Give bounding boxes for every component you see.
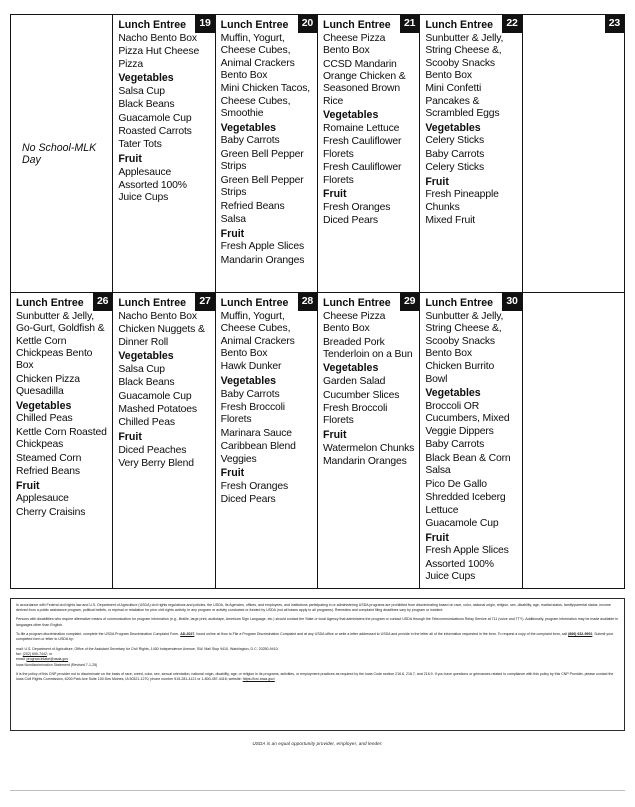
fax-tail: ; or <box>46 652 53 657</box>
iowa-statement-paragraph <box>16 672 619 683</box>
cell-inner <box>216 293 317 588</box>
no-school-note: No School-MLK Day <box>22 142 97 166</box>
menu-item: Black Beans <box>118 377 175 389</box>
menu-item: Marinara Sauce <box>220 427 292 439</box>
menu-calendar <box>10 14 625 589</box>
section-heading-fruit: Fruit <box>425 531 449 544</box>
section-heading-vegetables: Vegetables <box>220 121 277 134</box>
section-heading-fruit: Fruit <box>118 430 142 443</box>
menu-item: Fresh Broccoli Florets <box>220 402 285 426</box>
day-number-badge: 27 <box>195 293 214 311</box>
usda-nondiscrimination-statement <box>10 598 625 731</box>
cell-inner <box>523 15 624 292</box>
day-number-badge: 23 <box>605 15 624 33</box>
menu-item: Romaine Lettuce <box>322 123 400 134</box>
menu-item: Fresh Pineapple Chunks <box>425 189 499 213</box>
section-heading-fruit: Fruit <box>220 227 245 240</box>
menu-item: Guacamole Cup <box>118 112 192 124</box>
calendar-cell-day-26 <box>11 293 113 589</box>
menu-item: Baby Carrots <box>220 388 280 400</box>
menu-item: Diced Peaches <box>118 444 187 456</box>
menu-item: Chilled Peas <box>118 417 175 429</box>
menu-item: Chicken Nuggets & Dinner Roll <box>118 324 205 348</box>
fax-label: fax: <box>16 652 23 657</box>
section-heading-fruit: Fruit <box>322 428 347 441</box>
cell-inner <box>11 293 112 588</box>
cell-inner <box>420 15 521 292</box>
section-heading-vegetables: Vegetables <box>118 350 174 362</box>
menu-item: Nacho Bento Box <box>118 32 197 44</box>
email-label: email: <box>16 657 27 662</box>
menu-item: Shredded Iceberg Lettuce <box>425 492 506 516</box>
section-heading-vegetables: Vegetables <box>322 109 379 122</box>
menu-item: Chicken Pizza Quesadilla <box>16 373 80 398</box>
menu-item: Green Bell Pepper Strips <box>220 148 304 173</box>
section-heading-fruit: Fruit <box>322 188 347 201</box>
calendar-cell-day-19 <box>113 15 215 293</box>
section-heading-entree: Lunch Entree <box>425 19 494 31</box>
section-heading-entree: Lunch Entree <box>322 297 391 309</box>
section-heading-entree: Lunch Entree <box>322 19 391 31</box>
menu-item: Mixed Fruit <box>425 215 476 227</box>
menu-item: CCSD Mandarin Orange Chicken & Seasoned Brown Rice <box>322 58 406 107</box>
complaint-text-suffix: , found online at How to File a Program Discrimination Complaint and at any USDA office or write a letter addressed to USDA and provide in the letter all of the information requested in the form. To request a copy of the complaint form, call <box>194 632 569 637</box>
menu-item: Baby Carrots <box>425 148 485 160</box>
menu-item: Sunbutter & Jelly, String Cheese &, Scooby Snacks Bento Box <box>425 310 504 359</box>
cell-inner <box>420 293 521 588</box>
cell-inner <box>318 293 419 588</box>
calendar-week-row <box>11 293 625 589</box>
section-heading-vegetables: Vegetables <box>425 387 481 400</box>
calendar-cell-no-school <box>11 15 113 293</box>
menu-item: Hawk Dunker <box>220 361 282 373</box>
calendar-cell-day-29 <box>317 293 419 589</box>
menu-item: Celery Sticks <box>425 135 484 147</box>
menu-item: Muffin, Yogurt, Cheese Cubes, Animal Crackers Bento Box <box>220 310 295 359</box>
fax-number-link[interactable]: (202) 690-7442 <box>22 652 47 657</box>
legal-mail-line: mail: U.S. Department of Agriculture, Office of the Assistant Secretary for Civil Rights, 1400 Independence Avenue, SW, Mail Stop 9410, Washington, D.C. 20250-9410; <box>16 646 279 651</box>
menu-item: Muffin, Yogurt, Cheese Cubes, Animal Crackers Bento Box <box>220 32 295 81</box>
menu-item: Assorted 100% Juice Cups <box>425 558 494 583</box>
section-heading-fruit: Fruit <box>425 175 449 188</box>
menu-item: Fresh Cauliflower Florets <box>322 162 402 186</box>
calendar-cell-blank <box>522 293 624 589</box>
cell-inner <box>113 293 214 588</box>
menu-item: Cucumber Slices <box>322 389 400 401</box>
menu-item: Fresh Cauliflower Florets <box>322 136 402 160</box>
calendar-cell-day-22 <box>420 15 522 293</box>
menu-item: Assorted 100% Juice Cups <box>118 180 187 204</box>
menu-item: Very Berry Blend <box>118 458 194 469</box>
iowa-civil-rights-link[interactable]: https://icrc.iowa.gov/ <box>242 677 275 682</box>
day-number-badge: 21 <box>400 15 419 33</box>
menu-item: Baby Carrots <box>425 439 485 451</box>
menu-item: Mashed Potatoes <box>118 404 197 415</box>
footer-divider <box>10 790 625 791</box>
menu-item: Mini Chicken Tacos, Cheese Cubes, Smoothie <box>220 83 311 120</box>
menu-item: Watermelon Chunks <box>322 442 415 454</box>
section-heading-vegetables: Vegetables <box>16 399 72 412</box>
section-heading-entree: Lunch Entree <box>16 297 84 309</box>
menu-item: Refried Beans <box>220 200 285 212</box>
menu-item: Celery Sticks <box>425 162 484 174</box>
calendar-cell-day-20 <box>215 15 317 293</box>
cell-inner <box>523 293 624 588</box>
menu-item: Garden Salad <box>322 376 386 388</box>
calendar-cell-day-27 <box>113 293 215 589</box>
calendar-cell-day-23 <box>522 15 624 293</box>
email-address-link[interactable]: program.intake@usda.gov <box>26 657 69 662</box>
menu-item: Mandarin Oranges <box>322 456 407 467</box>
legal-paragraph-2: Persons with disabilities who require alternative means of communication for program information (e.g., Braille, large print, audiotape, American Sign Language, etc.) should contact the State or local Agency that administers the program or contact USDA through the Telecommunications Relay Service at 711 (voice and TTY). Additionally, program information may be made available in languages other than English. <box>16 617 619 627</box>
cell-inner <box>216 15 317 292</box>
menu-item: Diced Pears <box>322 215 378 227</box>
menu-item: Caribbean Blend Veggies <box>220 441 296 465</box>
menu-item: Salsa Cup <box>118 363 165 375</box>
menu-item: Green Bell Pepper Strips <box>220 174 304 199</box>
cell-inner <box>113 15 214 292</box>
menu-item: Applesauce <box>118 166 172 178</box>
menu-item: Nacho Bento Box <box>118 310 197 322</box>
section-heading-vegetables: Vegetables <box>220 374 277 387</box>
menu-item: Tater Tots <box>118 139 162 151</box>
menu-item: Guacamole Cup <box>118 390 192 402</box>
day-number-badge: 20 <box>298 15 317 33</box>
menu-item: Fresh Oranges <box>322 201 391 213</box>
day-number-badge: 29 <box>400 293 419 311</box>
menu-item: Black Beans <box>118 99 175 111</box>
section-heading-entree: Lunch Entree <box>118 297 187 309</box>
menu-item: Kettle Corn Roasted Chickpeas <box>16 426 107 451</box>
menu-item: Diced Pears <box>220 494 276 506</box>
day-number-badge: 28 <box>298 293 317 311</box>
menu-item: Pico De Gallo <box>425 478 487 490</box>
section-heading-entree: Lunch Entree <box>118 19 187 31</box>
menu-item: Chilled Peas <box>16 413 73 425</box>
equal-opportunity-footer: USDA is an equal opportunity provider, employer, and lender. <box>252 740 383 746</box>
calendar-cell-day-21 <box>317 15 419 293</box>
menu-item: Roasted Carrots <box>118 126 192 137</box>
calendar-cell-day-30 <box>420 293 522 589</box>
menu-item: Broccoli OR Cucumbers, Mixed Veggie Dippers <box>425 401 510 437</box>
day-number-badge: 26 <box>93 293 112 311</box>
menu-item: Baby Carrots <box>220 135 280 147</box>
section-heading-fruit: Fruit <box>118 152 142 165</box>
menu-item: Guacamole Cup <box>425 518 499 530</box>
menu-item: Fresh Apple Slices <box>425 545 509 557</box>
menu-item: Refried Beans <box>16 466 80 478</box>
day-number-badge: 22 <box>502 15 521 33</box>
cell-inner <box>318 15 419 292</box>
section-heading-entree: Lunch Entree <box>220 19 289 31</box>
menu-item: Mandarin Oranges <box>220 254 305 266</box>
calendar-week-row <box>11 15 625 293</box>
section-heading-entree: Lunch Entree <box>425 297 494 309</box>
menu-item: Cherry Craisins <box>16 506 86 518</box>
menu-item: Fresh Apple Slices <box>220 241 305 253</box>
section-heading-fruit: Fruit <box>220 467 245 480</box>
menu-item: Steamed Corn <box>16 452 82 464</box>
section-heading-vegetables: Vegetables <box>425 121 481 134</box>
menu-item: Breaded Pork Tenderloin on a Bun <box>322 336 413 360</box>
iowa-text: It is the policy of this CNP provider not to discriminate on the basis of race, creed, color, sex, sexual orientation, national origin, disability, age, or religion in its programs, activities, or employment practices as required by the Iowa Code section 216.6, 216.7, and 216.9. If you have questions or grievances related to compliance with this policy by this CNP Provider, please contact the Iowa Civil Rights Commission, 6200 Park Ave Suite 100 Des Moines, IA 50321-1270, phone number 515-281-4121 or 1-800-457-4416; website: <box>16 671 614 682</box>
menu-item: Cheese Pizza Bento Box <box>322 310 386 335</box>
ad-3027-link[interactable]: AD-3027 <box>180 632 195 637</box>
menu-item: Cheese Pizza Bento Box <box>322 32 386 57</box>
complaint-text-tail: . Submit your completed form or letter to USDA by: <box>16 632 614 642</box>
legal-paragraph-1: In accordance with Federal civil rights law and U.S. Department of Agriculture (USDA) civil rights regulations and policies, the USDA, its Agencies, offices, and employees, and institutions participating in or administering USDA programs are prohibited from discriminating based on race, color, national origin, religion, sex, disability, age, marital status, family/parental status, income derived from a public assistance program, political beliefs, or reprisal or retaliation for prior civil rights activity, in any program or activity conducted or funded by USDA (not all bases apply to all programs). Remedies and complaint filing deadlines vary by program or incident. <box>16 602 611 613</box>
menu-item: Sunbutter & Jelly, String Cheese &, Scooby Snacks Bento Box <box>425 32 504 81</box>
section-heading-fruit: Fruit <box>16 479 40 492</box>
iowa-statement-title: Iowa Nondiscrimination Statement (Revised 7-1-25) <box>16 662 98 667</box>
calendar-cell-day-28 <box>215 293 317 589</box>
menu-item: Fresh Oranges <box>220 480 289 492</box>
cell-inner <box>11 15 112 292</box>
menu-item: Fresh Broccoli Florets <box>322 403 388 427</box>
day-number-badge: 30 <box>502 293 521 311</box>
menu-item: Pizza Hut Cheese Pizza <box>118 46 200 70</box>
menu-item: Chicken Burrito Bowl <box>425 361 495 385</box>
menu-item: Applesauce <box>16 493 69 505</box>
menu-item: Sunbutter & Jelly, Go-Gurt, Goldfish & Kettle Corn Chickpeas Bento Box <box>16 310 105 372</box>
menu-item: Mini Confetti Pancakes & Scrambled Eggs <box>425 83 500 120</box>
complaint-phone-link[interactable]: (866) 632-9992 <box>568 632 593 637</box>
section-heading-vegetables: Vegetables <box>322 362 379 375</box>
day-number-badge: 19 <box>195 15 214 33</box>
complaint-text-prefix: To file a program discrimination complaint, complete the USDA Program Discrimination Complaint Form, <box>16 632 181 637</box>
section-heading-vegetables: Vegetables <box>118 72 174 84</box>
menu-item: Black Bean & Corn Salsa <box>425 452 511 477</box>
menu-item: Salsa <box>220 214 246 226</box>
legal-paragraph-3 <box>16 632 619 643</box>
section-heading-entree: Lunch Entree <box>220 297 289 309</box>
menu-item: Salsa Cup <box>118 85 165 97</box>
